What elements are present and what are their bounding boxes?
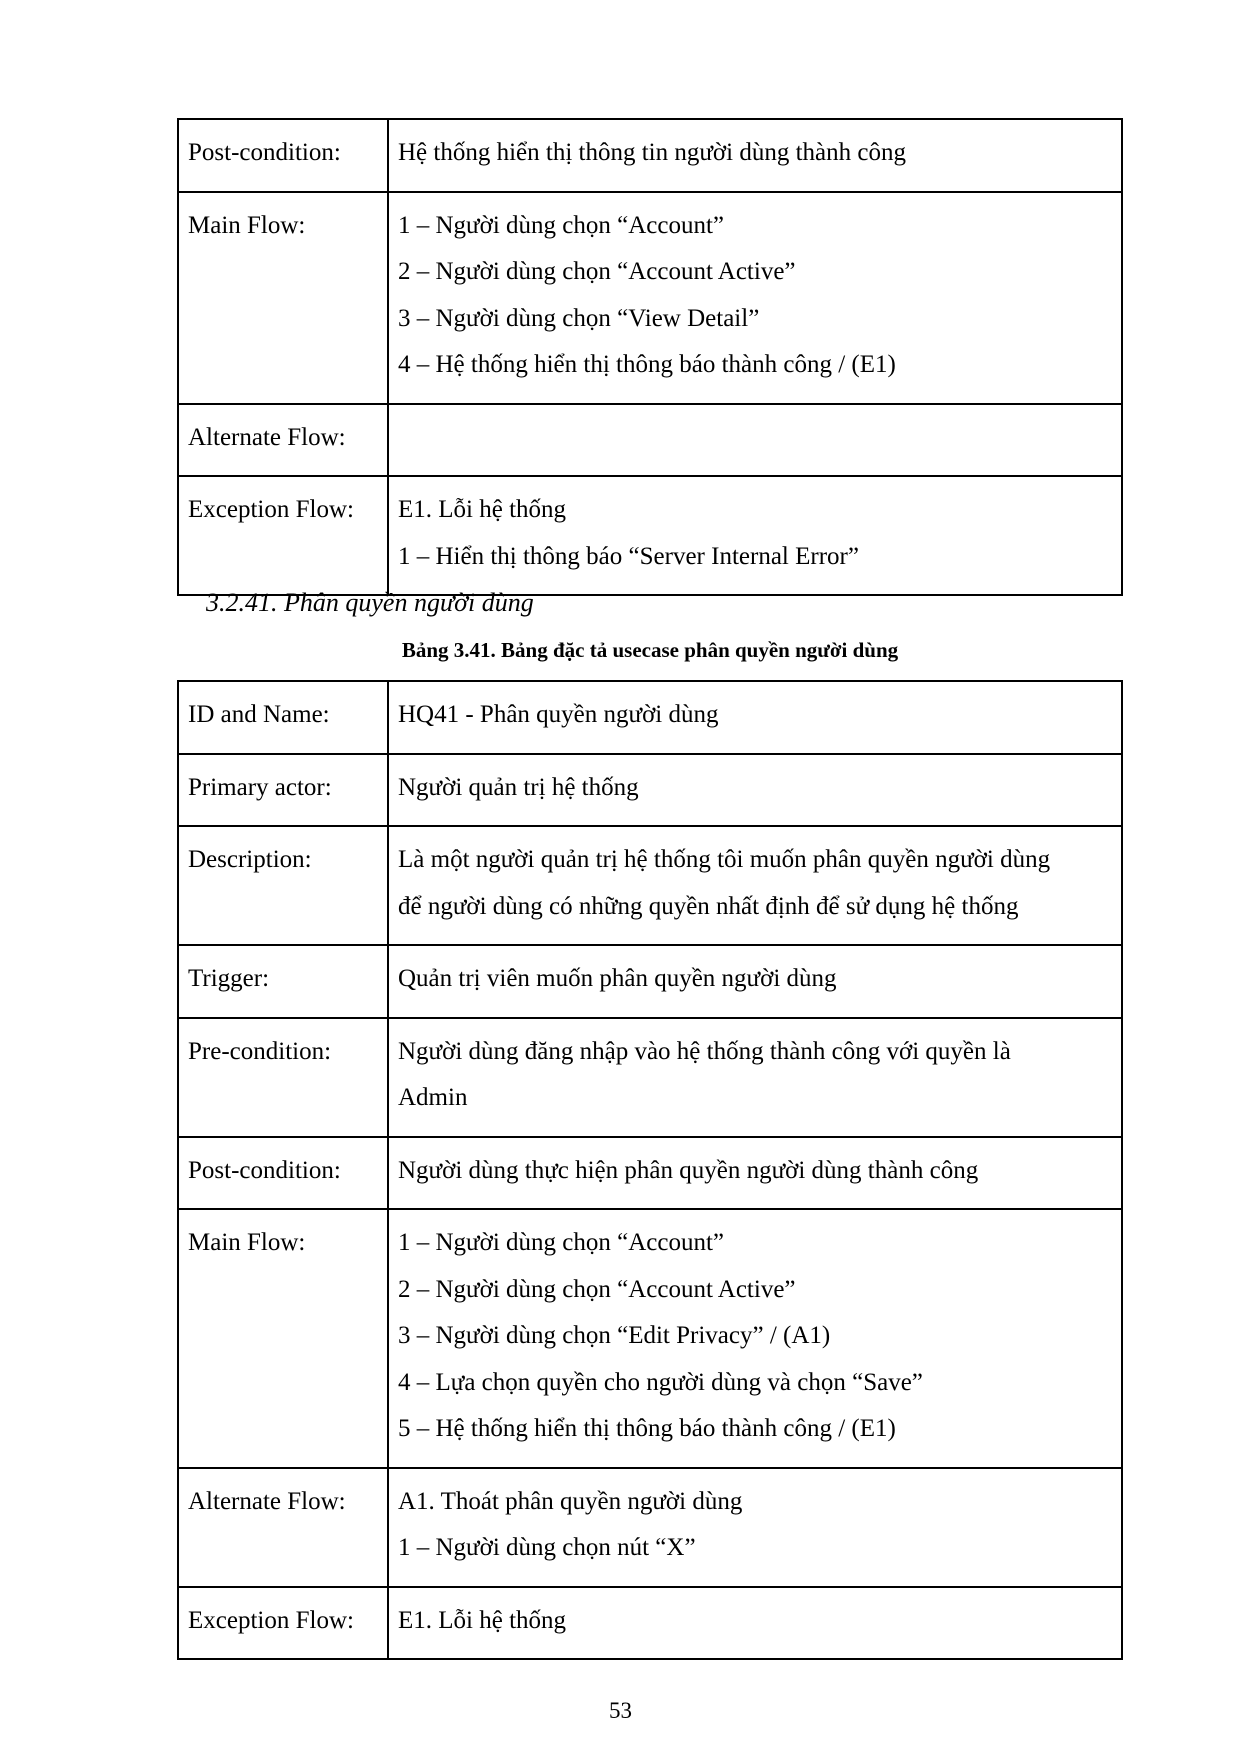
table-row [178,945,1122,1018]
row-label: Description: [178,826,388,945]
row-value-line: HQ41 - Phân quyền người dùng [398,701,719,728]
usecase-table-permissions [177,680,1123,1660]
row-value [388,1468,1122,1587]
row-label: Main Flow: [178,192,388,404]
row-value-line: 4 – Hệ thống hiển thị thông báo thành công / (E1) [398,351,896,378]
table-row [178,1209,1122,1468]
row-value-line: 1 – Người dùng chọn nút “X” [398,1534,696,1561]
row-label: Primary actor: [178,754,388,827]
row-value [388,1018,1122,1137]
row-value-line: Người dùng đăng nhập vào hệ thống thành công với quyền là [398,1037,1011,1065]
table-row [178,1587,1122,1660]
row-value [388,1209,1122,1468]
table-row [178,1137,1122,1210]
row-value [388,1587,1122,1660]
row-value-line: 1 – Người dùng chọn “Account” [398,211,725,239]
table-row [178,119,1122,192]
row-label: Exception Flow: [178,1587,388,1660]
row-value [388,192,1122,404]
row-label: Main Flow: [178,1209,388,1468]
row-label: ID and Name: [178,681,388,754]
table-row [178,1468,1122,1587]
row-value [388,119,1122,192]
row-value-line: Hệ thống hiển thị thông tin người dùng thành công [398,139,906,166]
row-value-line: A1. Thoát phân quyền người dùng [398,1487,743,1515]
row-value-line: 3 – Người dùng chọn “View Detail” [398,304,760,332]
row-value [388,1137,1122,1210]
usecase-table-continued [177,118,1123,596]
table-row [178,681,1122,754]
row-value-line: E1. Lỗi hệ thống [398,496,567,523]
row-value [388,476,1122,595]
row-value-line: Người quản trị hệ thống [398,773,639,801]
page-number: 53 [609,1698,632,1723]
row-value [388,681,1122,754]
row-value-line: 1 – Hiển thị thông báo “Server Internal Error” [398,542,859,570]
row-value-line: 1 – Người dùng chọn “Account” [398,1229,725,1256]
row-label: Post-condition: [178,119,388,192]
table-row [178,826,1122,945]
row-value-line: 2 – Người dùng chọn “Account Active” [398,1275,796,1303]
table-row [178,192,1122,404]
row-label: Alternate Flow: [178,1468,388,1587]
row-value [388,826,1122,945]
table-row [178,476,1122,595]
row-value [388,404,1122,477]
row-label: Post-condition: [178,1137,388,1210]
row-label: Alternate Flow: [178,404,388,477]
section-heading: 3.2.41. Phân quyền người dùng [206,588,534,617]
row-value-line: E1. Lỗi hệ thống [398,1606,567,1634]
table-row [178,754,1122,827]
row-value-line: Người dùng thực hiện phân quyền người dùng thành công [398,1156,979,1184]
table-row [178,404,1122,477]
row-label: Pre-condition: [178,1018,388,1137]
row-value-line: 5 – Hệ thống hiển thị thông báo thành công / (E1) [398,1415,896,1442]
row-label: Trigger: [178,945,388,1018]
row-value-line: Quản trị viên muốn phân quyền người dùng [398,965,837,992]
table-row [178,1018,1122,1137]
row-value-line: 4 – Lựa chọn quyền cho người dùng và chọn “Save” [398,1368,923,1396]
row-value [388,945,1122,1018]
row-value-line: Admin [398,1084,468,1111]
row-value-line: Là một người quản trị hệ thống tôi muốn phân quyền người dùng [398,846,1051,873]
row-value-line: 3 – Người dùng chọn “Edit Privacy” / (A1) [398,1322,831,1349]
table-caption: Bảng 3.41. Bảng đặc tả usecase phân quyền người dùng [401,638,899,662]
row-value-line: 2 – Người dùng chọn “Account Active” [398,258,796,285]
row-value [388,754,1122,827]
row-label: Exception Flow: [178,476,388,595]
row-value-line: để người dùng có những quyền nhất định để sử dụng hệ thống [398,892,1019,920]
